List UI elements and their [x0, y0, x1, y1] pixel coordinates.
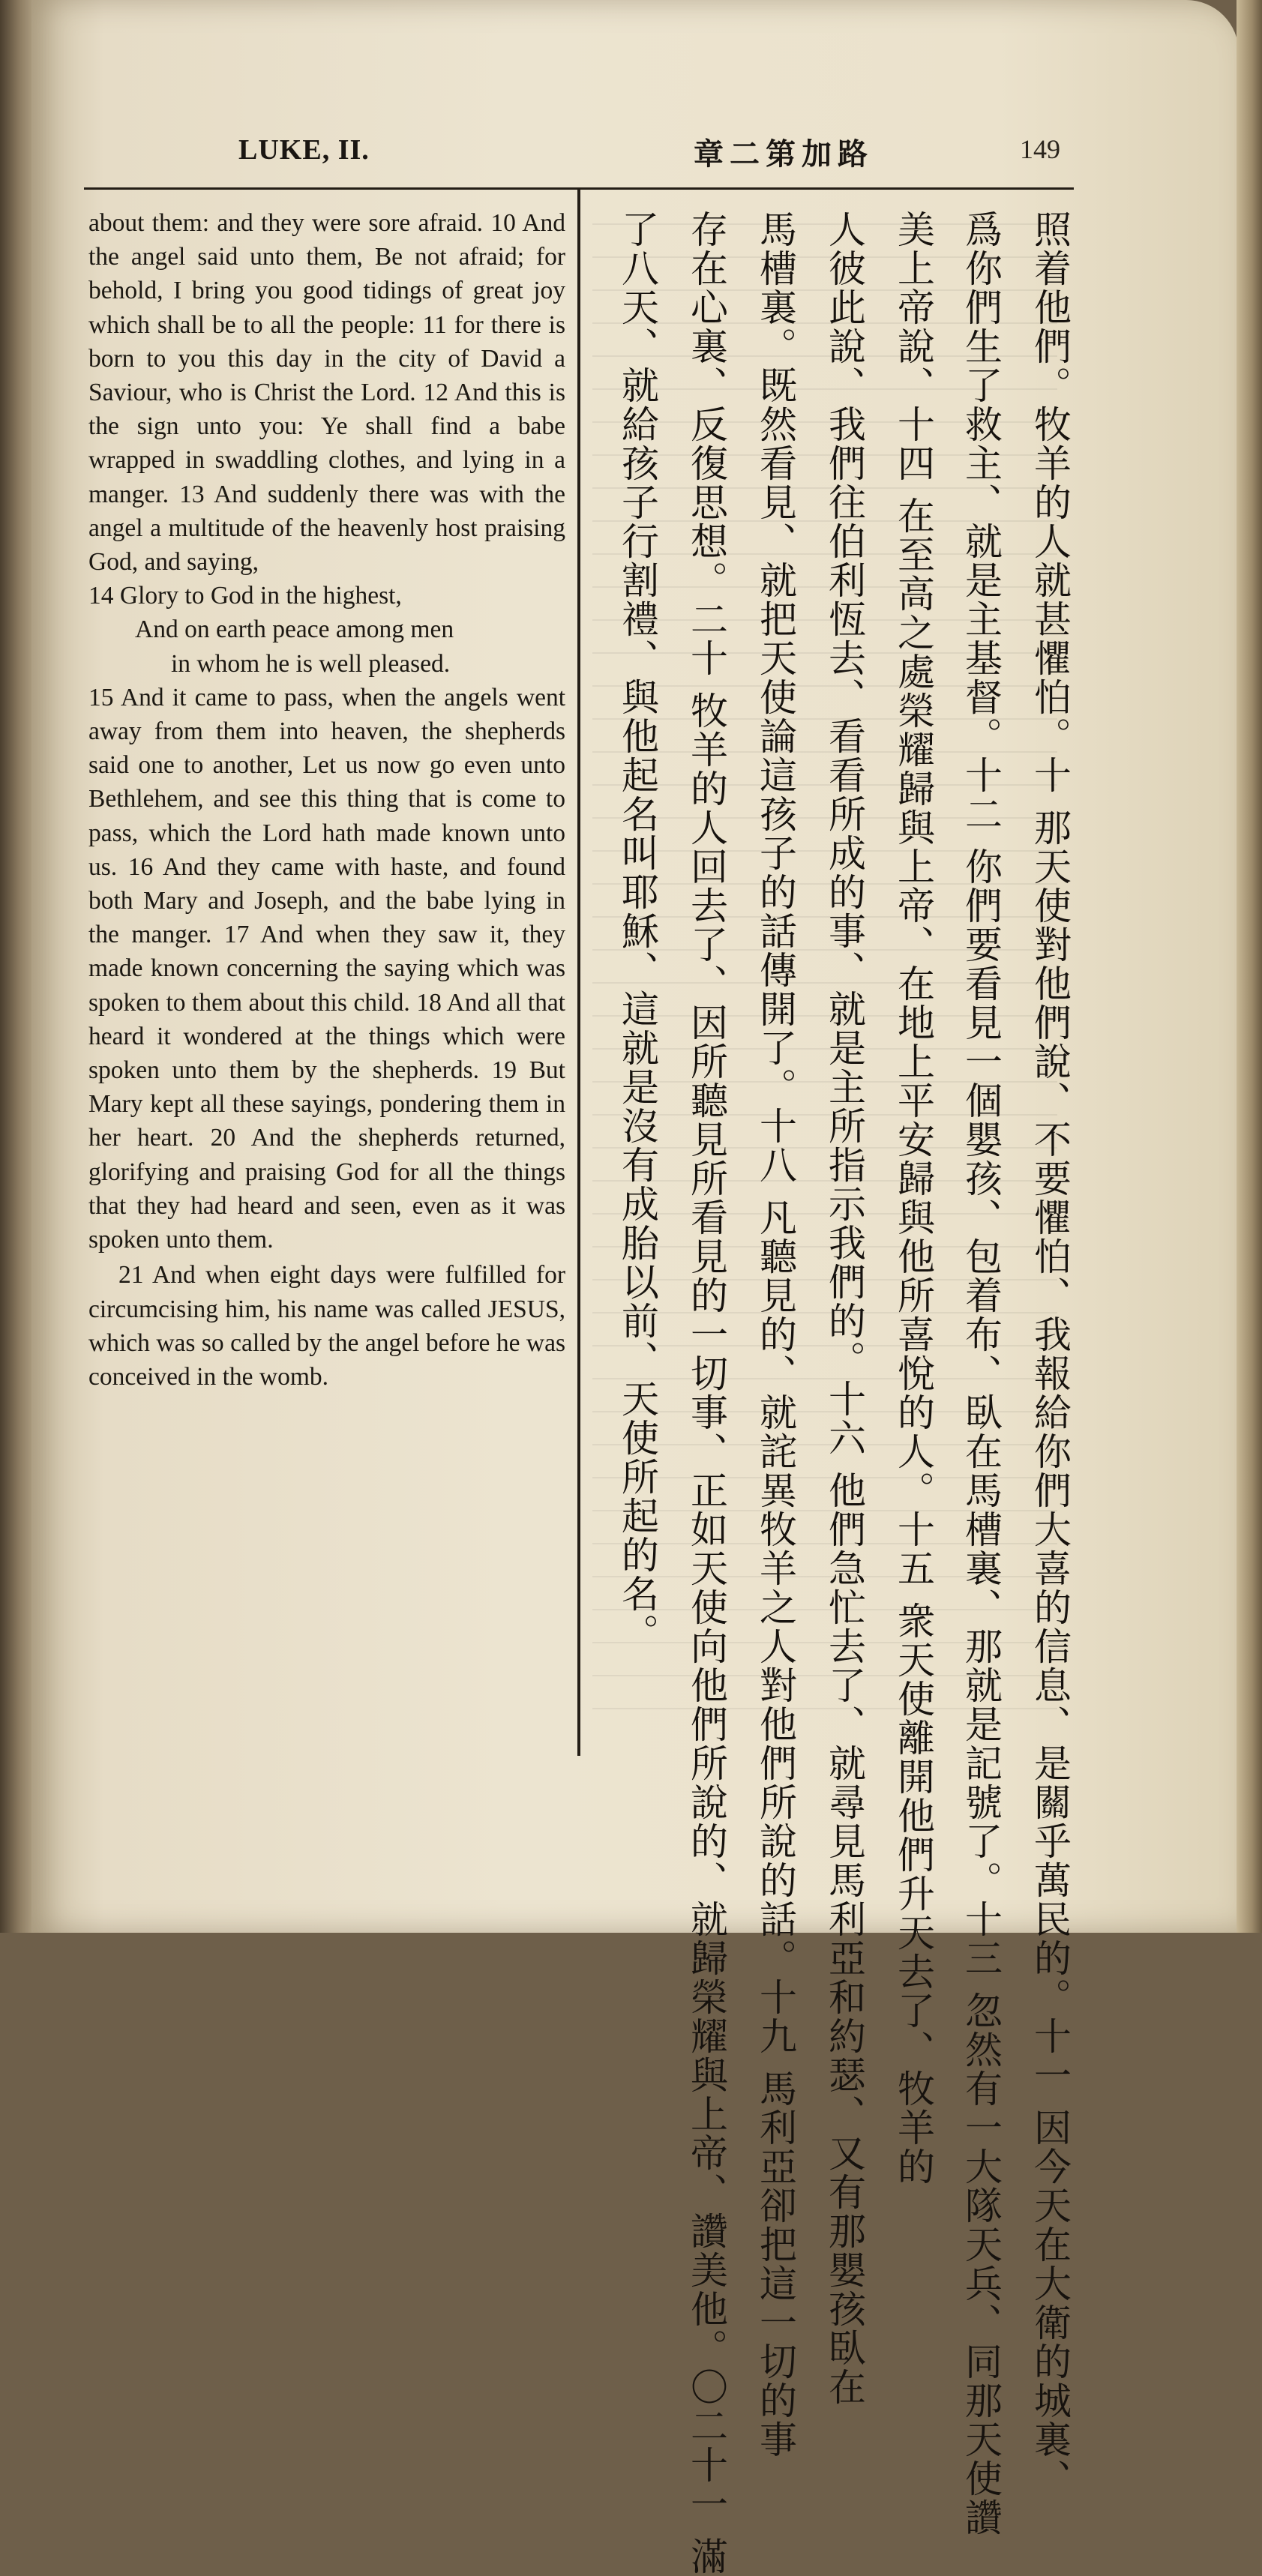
chinese-column-7: 了八天、就給孩子行割禮、與他起名叫耶穌、這就是沒有成胎以前、天使所起的名。 — [616, 210, 659, 1652]
chinese-column-2: 爲你們生了救主、就是主基督。十二 你們要看見一個嬰孩、包着布、臥在馬槽裏、那就是記號了。十三 忽然有一大隊天兵、同那天使讚 — [959, 210, 1003, 2537]
chinese-column-6: 存在心裏、反復思想。二十 牧羊的人回去了、因所聽見所看見的一切事、正如天使向他們所說的、就歸榮耀與上帝、讚美他。〇二十一 滿 — [685, 210, 728, 2576]
verse-poem-line-2: And on earth peace among men — [135, 616, 454, 644]
page-edge — [1237, 0, 1262, 1933]
english-text-column — [88, 206, 565, 1394]
chinese-text-column — [585, 210, 1080, 2576]
chinese-column-4: 人彼此說、我們往伯利恆去、看看所成的事、就是主所指示我們的。十六 他們急忙去了、就尋見馬利亞和約瑟、又有那嬰孩臥在 — [823, 210, 866, 2407]
chinese-column-1: 照着他們。牧羊的人就甚懼怕。十 那天使對他們說、不要懼怕、我報給你們大喜的信息、是關乎萬民的。十一 因今天在大衛的城裏、 — [1028, 210, 1072, 2498]
running-header — [0, 133, 1262, 178]
english-paragraph-1: about them: and they were sore afraid. 10 And the angel said unto them, Be not afraid; for behold, I bring you good tidings of great joy which shall be to all the people: 11 for there is born to you this day in the city of David a Saviour, who is Christ the Lord. 12 And this is the sign unto you: Ye shall find a babe wrapped in swaddling clothes, and lying in a manger. 13 And suddenly there was with the angel a multitude of the heavenly host praising God, and saying, — [88, 209, 565, 577]
english-paragraph-3: 21 And when eight days were fulfilled for circumcising him, his name was called JESUS, which was so called by the angel before he was conceived in the womb. — [88, 1261, 565, 1391]
verse-poem-line-3: in whom he is well pleased. — [171, 649, 451, 678]
verse-poem-line-1: 14 Glory to God in the highest, — [88, 582, 402, 610]
chinese-column-3: 美上帝說、十四 在至高之處榮耀歸與上帝、在地上平安歸與他所喜悅的人。十五 衆天使離開他們升天去了、牧羊的 — [892, 210, 935, 2186]
header-chinese-title: 章二第加路 — [694, 136, 874, 172]
page-number: 149 — [1020, 134, 1060, 164]
english-paragraph-2: 15 And it came to pass, when the angels went away from them into heaven, the shepherds said one to another, Let us now go even unto Bethlehem, and see this thing that is come to pass, which the Lord hath made known unto us. 16 And they came with haste, and found both Mary and Joseph, and the babe lying in the manger. 17 And when they saw it, they made known concerning the saying which was spoken to them about this child. 18 And all that heard it wondered at the things which were spoken unto them by the shepherds. 19 But Mary kept all these sayings, pondering them in her heart. 20 And the shepherds returned, glorifying and praising God for all the things that they had heard and seen, even as it was spoken unto them. — [88, 683, 565, 1254]
column-divider — [577, 189, 580, 1756]
header-book-chapter: LUKE, II. — [238, 134, 370, 166]
chinese-column-5: 馬槽裏。既然看見、就把天使論這孩子的話傳開了。十八 凡聽見的、就詫異牧羊之人對他們所說的話。十九 馬利亞卻把這一切的事 — [754, 210, 797, 2459]
